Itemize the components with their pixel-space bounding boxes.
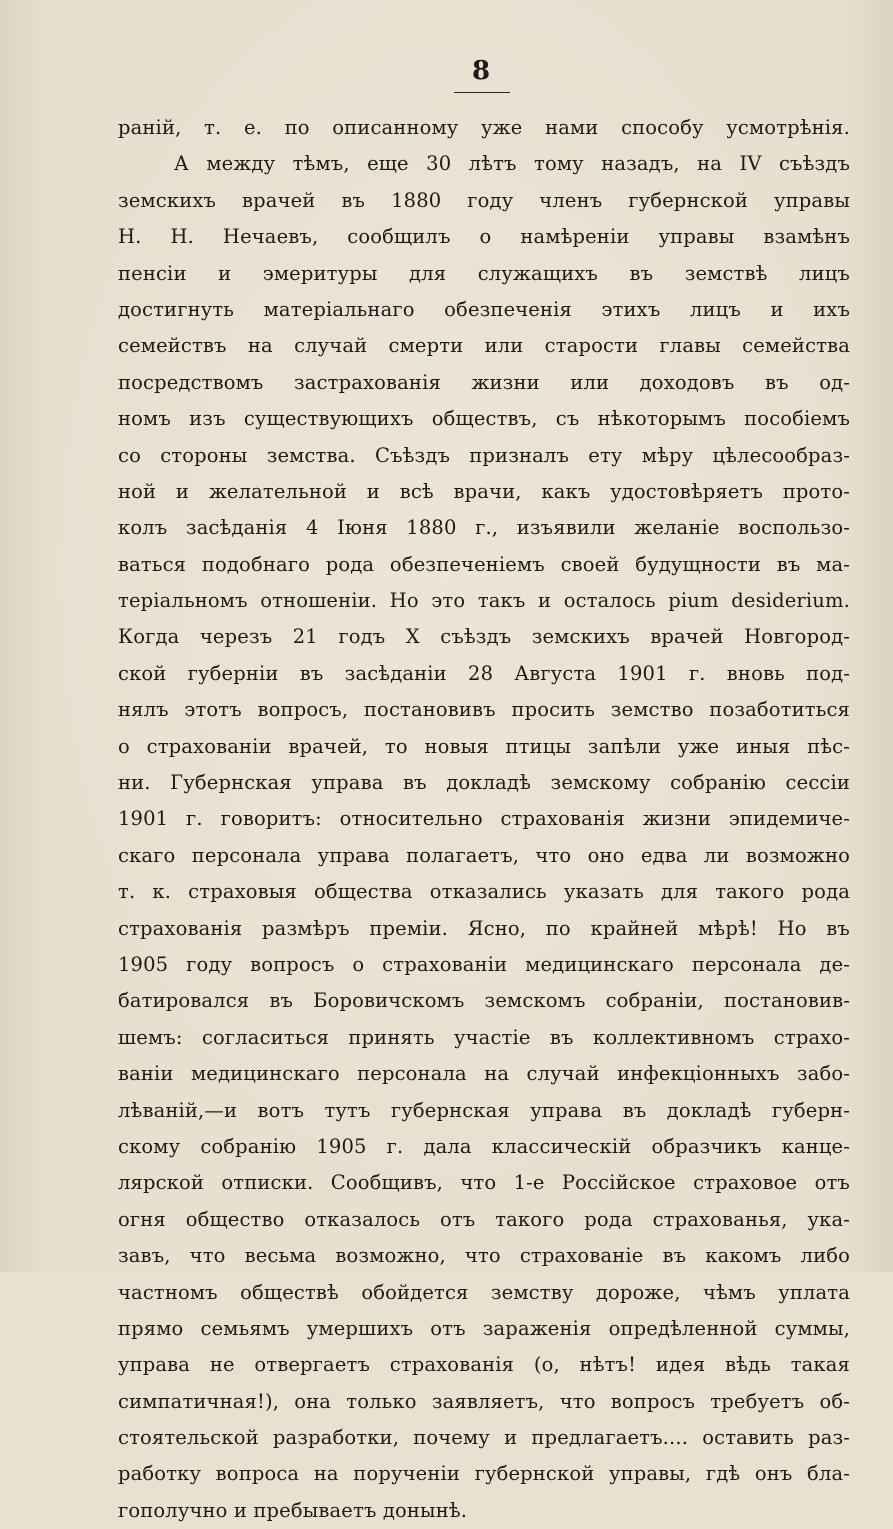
text-line: т. к. страховыя общества отказались указать для такого рода (118, 880, 850, 904)
text-line: семействъ на случай смерти или старости главы семейства (118, 334, 850, 358)
text-line: шемъ: согласиться принять участiе въ коллективномъ страхо- (118, 1025, 850, 1049)
text-line: ной и желательной и всѣ врачи, какъ удостовѣряетъ прото- (118, 479, 850, 503)
text-line: симпатичная!), она только заявляетъ, что вопросъ требуетъ об- (118, 1389, 850, 1413)
text-line: со стороны земства. Съѣздъ призналъ ету мѣру цѣлесообраз- (118, 443, 850, 467)
text-line: прямо семьямъ умершихъ отъ зараженiя опредѣленной суммы, (118, 1316, 850, 1340)
page-number-rule (454, 92, 510, 93)
text-line: 1905 году вопросъ о страхованiи медицинскаго персонала де- (118, 952, 850, 976)
text-line: скому собранiю 1905 г. дала классическiй образчикъ канце- (118, 1134, 850, 1158)
text-line: колъ засѣданiя 4 Iюня 1880 г., изъявили желанiе воспользо- (118, 516, 850, 540)
text-line: 1901 г. говоритъ: относительно страхованiя жизни эпидемиче- (118, 807, 850, 831)
text-line: завъ, что весьма возможно, что страхованiе въ какомъ либо (118, 1244, 850, 1268)
text-line: достигнуть матерiальнаго обезпеченiя этихъ лицъ и ихъ (118, 297, 850, 321)
text-line: о страхованiи врачей, то новыя птицы запѣли уже иныя пѣс- (118, 734, 850, 758)
text-line: страхованiя размѣръ премiи. Ясно, по крайней мѣрѣ! Но въ (118, 916, 850, 940)
text-line: пенсiи и эмеритуры для служащихъ въ земствѣ лицъ (118, 261, 850, 285)
text-line: батировался въ Боровичскомъ земскомъ собранiи, постановив- (118, 989, 850, 1013)
text-line: работку вопроса на порученiи губернской управы, гдѣ онъ бла- (118, 1462, 850, 1486)
text-line: управа не отвергаетъ страхованiя (о, нѣтъ! идея вѣдь такая (118, 1353, 850, 1377)
text-line: Когда черезъ 21 годъ X съѣздъ земскихъ врачей Новгород- (118, 625, 850, 649)
text-line: лярской отписки. Сообщивъ, что 1-е Россiйское страховое отъ (118, 1171, 850, 1195)
text-line: нялъ этотъ вопросъ, постановивъ просить земство позаботиться (118, 698, 850, 722)
page-number: 8 (471, 56, 491, 86)
text-line: лѣванiй,—и вотъ тутъ губернская управа въ докладѣ губерн- (118, 1098, 850, 1122)
text-line: номъ изъ существующихъ обществъ, съ нѣкоторымъ пособiемъ (118, 407, 850, 431)
text-line: ваться подобнаго рода обезпеченiемъ своей будущности въ ма- (118, 552, 850, 576)
text-line: Н. Н. Нечаевъ, сообщилъ о намѣренiи управы взамѣнъ (118, 225, 850, 249)
text-line: А между тѣмъ, еще 30 лѣтъ тому назадъ, на IV съѣздъ (174, 152, 850, 176)
text-line: огня общество отказалось отъ такого рода страхованья, ука- (118, 1207, 850, 1231)
text-line: стоятельской разработки, почему и предлагаетъ.... оставить раз- (118, 1426, 850, 1450)
text-line: посредствомъ застрахованiя жизни или доходовъ въ од- (118, 370, 850, 394)
text-line: земскихъ врачей въ 1880 году членъ губернской управы (118, 188, 850, 212)
body-text (118, 110, 850, 1529)
text-line: гополучно и пребываетъ донынѣ. (118, 1498, 468, 1522)
text-line: терiальномъ отношенiи. Но это такъ и осталось pium desiderium. (118, 589, 850, 613)
text-line: скаго персонала управа полагаетъ, что оно едва ли возможно (118, 843, 850, 867)
text-line: ской губернiи въ засѣданiи 28 Августа 1901 г. вновь под- (118, 661, 850, 685)
text-line: ранiй, т. е. по описанному уже нами способу усмотрѣнiя. (118, 116, 850, 139)
text-line: ванiи медицинскаго персонала на случай инфекцiонныхъ забо- (118, 1062, 850, 1086)
text-line: ни. Губернская управа въ докладѣ земскому собранiю сессiи (118, 771, 850, 795)
text-line: частномъ обществѣ обойдется земству дороже, чѣмъ уплата (118, 1280, 850, 1304)
